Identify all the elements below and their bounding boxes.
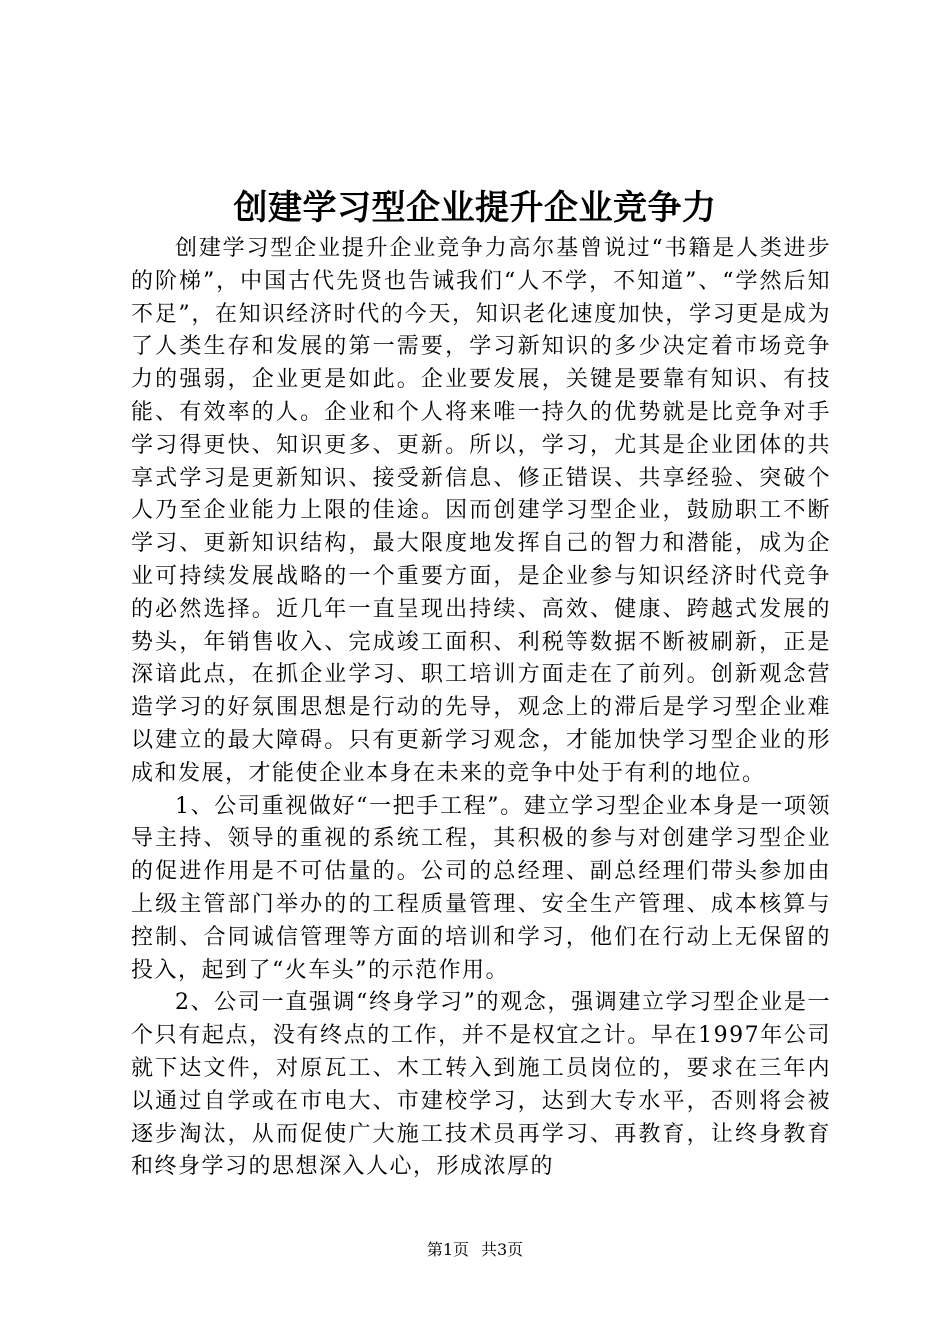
document-title: 创建学习型企业提升企业竞争力 [233,188,717,228]
paragraph-point-1: 1、公司重视做好“一把手工程”。建立学习型企业本身是一项领导主持、领导的重视的系统工程，其积极的参与对创建学习型企业的促进作用是不可估量的。公司的总经理、副总经理们带头参加由上级主管部门举办的的工程质量管理、安全生产管理、成本核算与控制、合同诚信管理等方面的培训和学习，他们在行动上无保留的投入，起到了“火车头”的示范作用。 [131,793,831,983]
paragraph-intro: 创建学习型企业提升企业竞争力高尔基曾说过“书籍是人类进步的阶梯”，中国古代先贤也告诫我们“人不学，不知道”、“学然后知不足”，在知识经济时代的今天，知识老化速度加快，学习更是成为了人类生存和发展的第一需要，学习新知识的多少决定着市场竞争力的强弱，企业更是如此。企业要发展，关键是要靠有知识、有技能、有效率的人。企业和个人将来唯一持久的优势就是比竞争对手学习得更快、知识更多、更新。所以，学习，尤其是企业团体的共享式学习是更新知识、接受新信息、修正错误、共享经验、突破个人乃至企业能力上限的佳途。因而创建学习型企业，鼓励职工不断学习、更新知识结构，最大限度地发挥自己的智力和潜能，成为企业可持续发展战略的一个重要方面，是企业参与知识经济时代竞争的必然选择。近几年一直呈现出持续、高效、健康、跨越式发展的势头，年销售收入、完成竣工面积、利税等数据不断被刷新，正是深谙此点，在抓企业学习、职工培训方面走在了前列。创新观念营造学习的好氛围思想是行动的先导，观念上的滞后是学习型企业难以建立的最大障碍。只有更新学习观念，才能加快学习型企业的形成和发展，才能使企业本身在未来的竞争中处于有利的地位。 [131,236,831,786]
paragraph-point-2: 2、公司一直强调“终身学习”的观念，强调建立学习型企业是一个只有起点，没有终点的工作，并不是权宜之计。早在1997年公司就下达文件，对原瓦工、木工转入到施工员岗位的，要求在三年内以通过自学或在市电大、市建校学习，达到大专水平，否则将会被逐步淘汰，从而促使广大施工技术员再学习、再教育，让终身教育和终身学习的思想深入人心，形成浓厚的 [131,990,831,1180]
page-number: 第1页 [426,1240,469,1259]
document-body [131,233,831,1184]
page-total: 共3页 [481,1240,524,1259]
page-footer [0,1240,950,1260]
